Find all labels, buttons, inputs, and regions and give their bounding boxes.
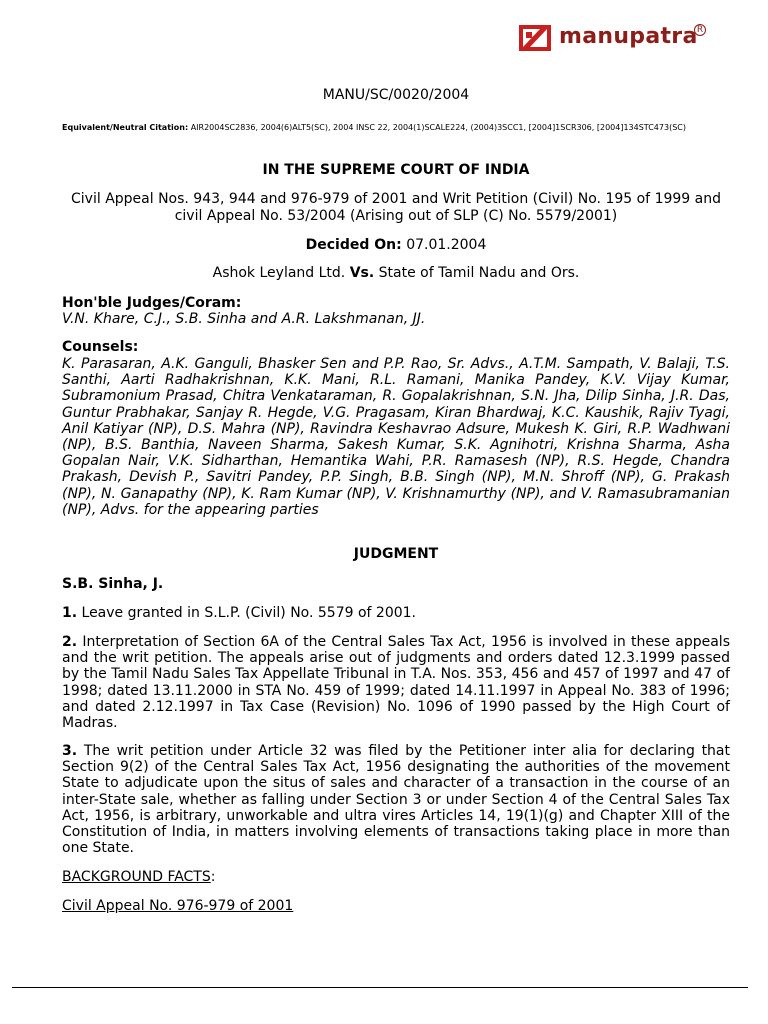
paragraph-2 xyxy=(62,634,730,731)
logo-wordmark: manupatra xyxy=(559,24,698,49)
counsels-list: K. Parasaran, A.K. Ganguli, Bhasker Sen and P.P. Rao, Sr. Advs., A.T.M. Sampath, V. Balaji, T.S. Santhi, Aarti Radhakrishnan, K.K. Mani, R.L. Ramani, Manika Pandey, K.V. Vijay Kumar, Subramonium Prasad, Chitra Venkataraman, R. Gopalakrishnan, S.N. Jha, Dilip Sinha, J.R. Das, Guntur Prabhakar, Sanjay R. Hegde, V.G. Pragasam, Kiran Bhardwaj, K.C. Kaushik, Rajiv Tyagi, Anil Katiyar (NP), D.S. Mahra (NP), Ravindra Keshavrao Adsure, Mukesh K. Giri, R.P. Wadhwani (NP), B.S. Banthia, Naveen Sharma, Sakesh Kumar, S.K. Agnihotri, Krishna Sharma, Asha Gopalan Nair, V.K. Sidharthan, Hemantika Wahi, P.R. Ramasesh (NP), R.S. Hegde, Chandra Prakash, Devish P., Savitri Pandey, P.P. Singh, B.B. Singh (NP), M.N. Shroff (NP), G. Prakash (NP), N. Ganapathy (NP), K. Ram Kumar (NP), V. Krishnamurthy (NP), and V. Ramasubramanian (NP), Advs. for the appearing parties xyxy=(62,356,730,518)
judgment-author: S.B. Sinha, J. xyxy=(62,576,164,592)
decided-label: Decided On: xyxy=(305,237,402,253)
equivalent-citation xyxy=(62,119,730,136)
respondent: State of Tamil Nadu and Ors. xyxy=(378,265,580,281)
judges-heading: Hon'ble Judges/Coram: xyxy=(62,295,242,311)
background-facts-label: BACKGROUND FACTS xyxy=(62,869,211,885)
appeal-numbers: Civil Appeal Nos. 943, 944 and 976-979 of 2001 and Writ Petition (Civil) No. 195 of 1999 and civil Appeal No. 53/2004 (Arising out of SLP (C) No. 5579/2001) xyxy=(71,191,721,224)
citation-text: AIR2004SC2836, 2004(6)ALT5(SC), 2004 INSC 22, 2004(1)SCALE224, (2004)3SCC1, [2004]1SCR306, [2004]134STC473(SC) xyxy=(190,123,686,132)
paragraph-text: Interpretation of Section 6A of the Central Sales Tax Act, 1956 is involved in these appeals and the writ petition. The appeals arise out of judgments and orders dated 12.3.1999 passed by the Tamil Nadu Sales Tax Appellate Tribunal in T.A. Nos. 353, 456 and 457 of 1997 and 47 of 1998; dated 13.11.2000 in STA No. 459 of 1999; dated 14.11.1997 in Appeal No. 383 of 1996; and dated 2.12.1997 in Tax Case (Revision) No. 1096 of 1990 passed by the High Court of Madras. xyxy=(62,634,730,732)
case-parties xyxy=(62,265,730,281)
background-facts-heading xyxy=(62,869,215,885)
paragraph-text: Leave granted in S.L.P. (Civil) No. 5579 of 2001. xyxy=(81,605,417,621)
paragraph-number: 2. xyxy=(62,634,78,650)
paragraph-text: The writ petition under Article 32 was filed by the Petitioner inter alia for declaring that Section 9(2) of the Central Sales Tax Act, 1956 designating the authorities of the movement State to adjudicate upon the situs of sales and character of a transaction in the course of an inter-State sale, whether as falling under Section 3 or under Section 4 of the Central Sales Tax Act, 1956, is arbitrary, unworkable and ultra vires Articles 14, 19(1)(g) and Chapter XIII of the Constitution of India, in matters involving elements of transactions taking place in more than one State. xyxy=(62,743,731,857)
civil-appeal-subheading xyxy=(62,898,293,914)
manu-citation-id: MANU/SC/0020/2004 xyxy=(322,87,470,103)
paragraph-number: 3. xyxy=(62,743,78,759)
judges-names: V.N. Khare, C.J., S.B. Sinha and A.R. Lakshmanan, JJ. xyxy=(62,311,426,327)
paragraph-3 xyxy=(62,743,730,856)
manupatra-logo-icon xyxy=(518,24,552,52)
judgment-heading: JUDGMENT xyxy=(353,546,439,562)
civil-appeal-label: Civil Appeal No. 976-979 of 2001 xyxy=(62,898,294,914)
background-facts-colon: : xyxy=(210,869,216,885)
versus: Vs. xyxy=(349,265,375,281)
manupatra-logo xyxy=(518,22,718,58)
decided-date: 07.01.2004 xyxy=(406,237,487,253)
citation-label: Equivalent/Neutral Citation: xyxy=(62,123,189,132)
counsels-heading: Counsels: xyxy=(62,339,139,355)
paragraph-1 xyxy=(62,605,730,621)
registered-mark: R xyxy=(694,24,706,36)
paragraph-number: 1. xyxy=(62,605,78,621)
decided-on xyxy=(62,237,730,253)
court-title: IN THE SUPREME COURT OF INDIA xyxy=(262,162,530,178)
footer-divider xyxy=(12,987,748,988)
appellant: Ashok Leyland Ltd. xyxy=(212,265,346,281)
